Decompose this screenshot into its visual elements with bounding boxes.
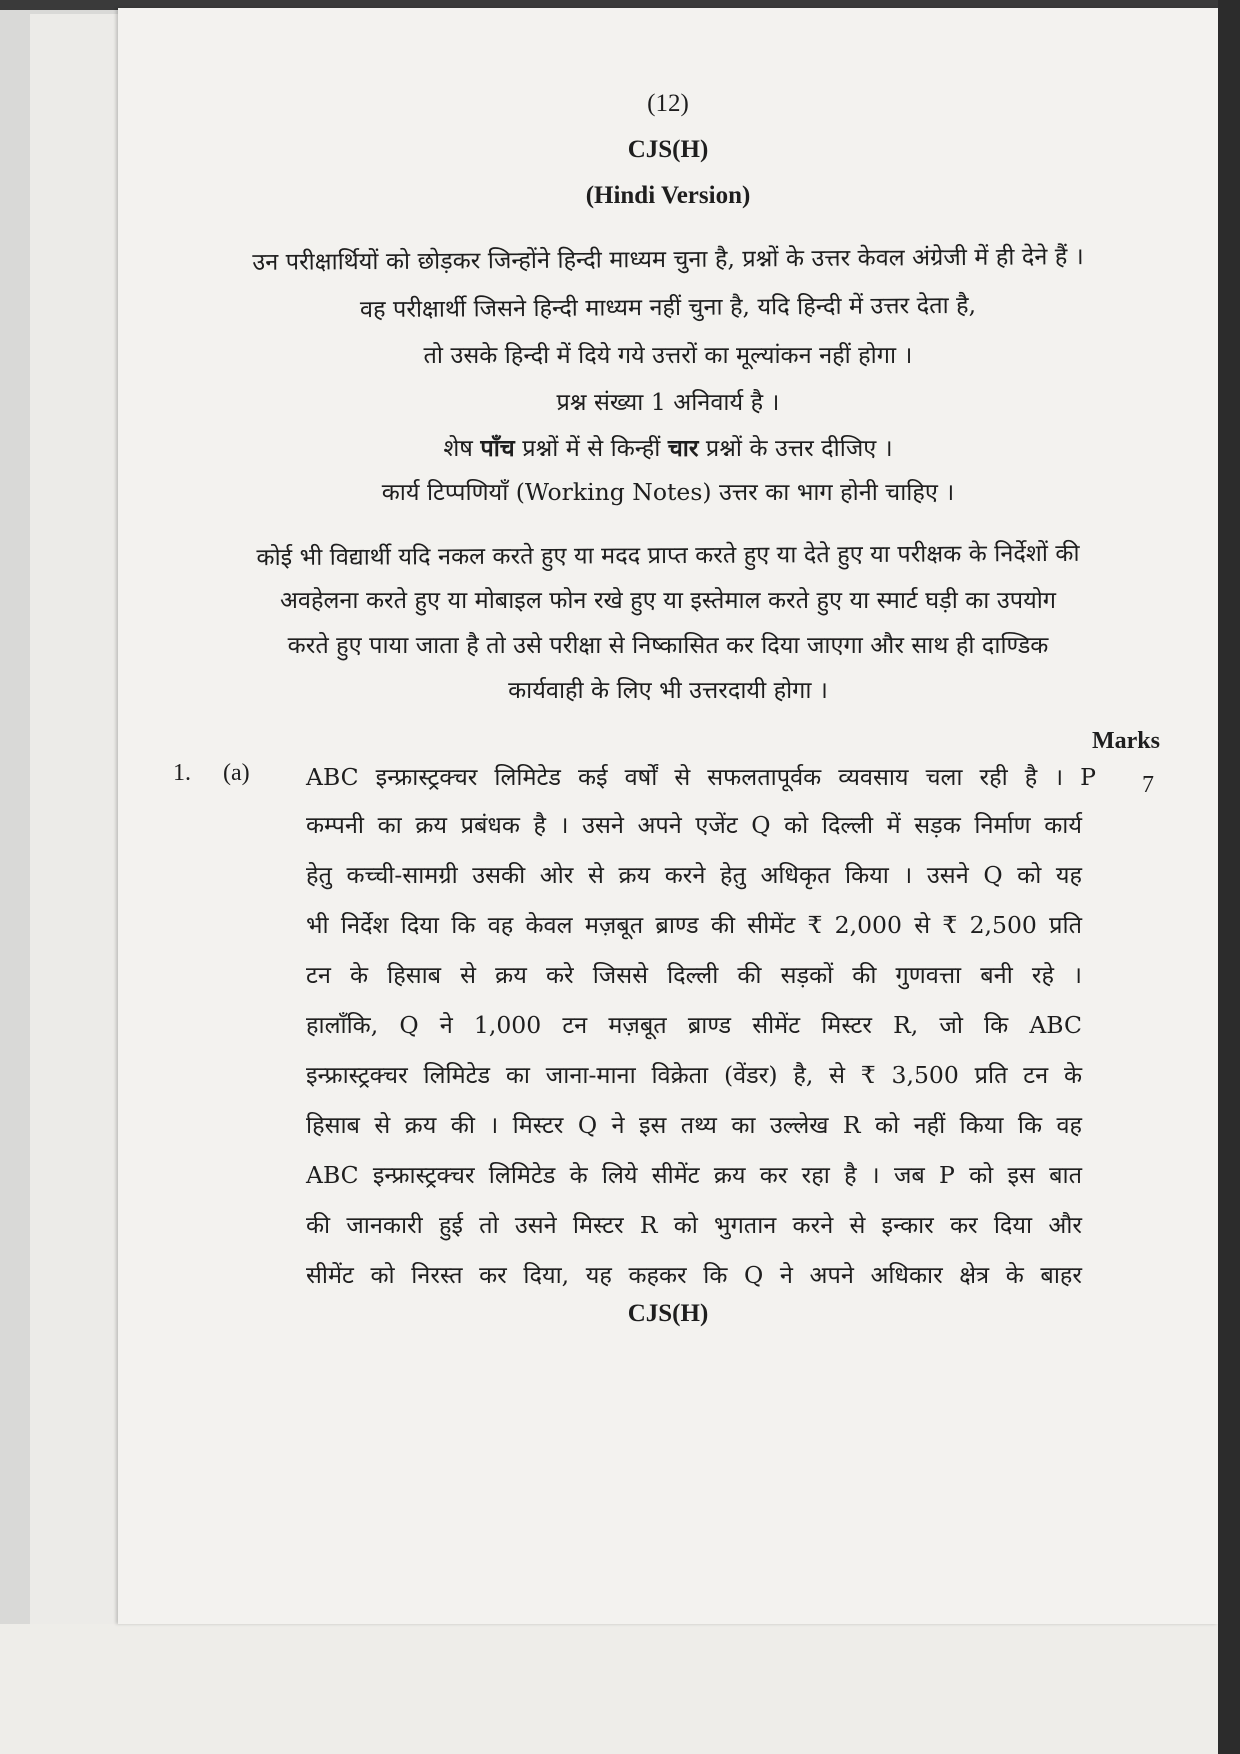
paper-code: CJS(H) xyxy=(627,136,709,163)
question-text-line: सीमेंट को निरस्त कर दिया, यह कहकर कि Q ने अपने अधिकार क्षेत्र के बाहर xyxy=(306,1261,1082,1289)
instruction-line: वह परीक्षार्थी जिसने हिन्दी माध्यम नहीं चुना है, यदि हिन्दी में उत्तर देता है, xyxy=(359,290,977,324)
question-text-line: इन्फ्रास्ट्रक्चर लिमिटेड का जाना-माना विक्रेता (वेंडर) है, से ₹ 3,500 प्रति टन के xyxy=(306,1061,1082,1089)
question-text-line: हेतु कच्ची-सामग्री उसकी ओर से क्रय करने हेतु अधिकृत किया । उसने Q को यह xyxy=(306,861,1082,889)
document-page xyxy=(118,8,1218,1624)
question-text-line: कम्पनी का क्रय प्रबंधक है । उसने अपने एजेंट Q को दिल्ली में सड़क निर्माण कार्य xyxy=(306,811,1082,839)
underlying-sheet xyxy=(0,1624,1218,1754)
question-text-line: ABC इन्फ्रास्ट्रक्चर लिमिटेड के लिये सीमेंट क्रय कर रहा है । जब P को इस बात xyxy=(306,1161,1082,1189)
question-part-label: (a) xyxy=(223,760,250,786)
question-text-line: भी निर्देश दिया कि वह केवल मज़बूत ब्राण्ड की सीमेंट ₹ 2,000 से ₹ 2,500 प्रति xyxy=(306,911,1082,939)
choice-text: प्रश्नों के उत्तर दीजिए । xyxy=(698,434,893,462)
warning-line: करते हुए पाया जाता है तो उसे परीक्षा से निष्कासित कर दिया जाएगा और साथ ही दाण्डिक xyxy=(287,631,1049,659)
working-notes-instruction: कार्य टिप्पणियाँ (Working Notes) उत्तर का भाग होनी चाहिए । xyxy=(381,478,955,506)
choice-count-five: पाँच xyxy=(480,434,515,462)
instruction-line: उन परीक्षार्थियों को छोड़कर जिन्होंने हिन्दी माध्यम चुना है, प्रश्नों के उत्तर केवल अंग्रेजी में ही देने हैं । xyxy=(252,242,1084,276)
warning-line: कोई भी विद्यार्थी यदि नकल करते हुए या मदद प्राप्त करते हुए या देते हुए या परीक्षक के निर्देशों की xyxy=(256,538,1080,572)
stacked-sheet-edge xyxy=(84,26,121,1626)
question-text-line: हिसाब से क्रय की । मिस्टर Q ने इस तथ्य का उल्लेख R को नहीं किया कि वह xyxy=(306,1111,1082,1139)
marks-column-heading: Marks xyxy=(1092,728,1160,754)
question-marks: 7 xyxy=(1142,772,1154,798)
warning-line: कार्यवाही के लिए भी उत्तरदायी होगा । xyxy=(508,676,828,704)
scanner-right-edge xyxy=(1218,0,1240,1754)
choice-instruction xyxy=(118,432,1218,464)
question-text-line: की जानकारी हुई तो उसने मिस्टर R को भुगतान करने से इन्कार कर दिया और xyxy=(306,1211,1082,1239)
question-text-line: ABC इन्फ्रास्ट्रक्चर लिमिटेड कई वर्षों से सफलतापूर्वक व्यवसाय चला रही है । P xyxy=(306,763,1096,791)
page-number: (12) xyxy=(647,90,689,117)
version-title: (Hindi Version) xyxy=(585,182,751,209)
choice-text: प्रश्नों में से किन्हीं xyxy=(514,434,668,462)
footer-paper-code: CJS(H) xyxy=(627,1300,709,1327)
instruction-line: तो उसके हिन्दी में दिये गये उत्तरों का मूल्यांकन नहीं होगा । xyxy=(423,341,913,369)
compulsory-question-note: प्रश्न संख्या 1 अनिवार्य है । xyxy=(556,388,780,416)
choice-count-four: चार xyxy=(667,434,699,462)
question-text-line: हालाँकि, Q ने 1,000 टन मज़बूत ब्राण्ड सीमेंट मिस्टर R, जो कि ABC xyxy=(306,1011,1082,1039)
question-text-line: टन के हिसाब से क्रय करे जिससे दिल्ली की सड़कों की गुणवत्ता बनी रहे । xyxy=(306,961,1082,989)
question-number: 1. xyxy=(173,760,191,786)
warning-line: अवहेलना करते हुए या मोबाइल फोन रखे हुए या इस्तेमाल करते हुए या स्मार्ट घड़ी का उपयोग xyxy=(279,586,1057,614)
choice-text: शेष xyxy=(443,434,481,462)
